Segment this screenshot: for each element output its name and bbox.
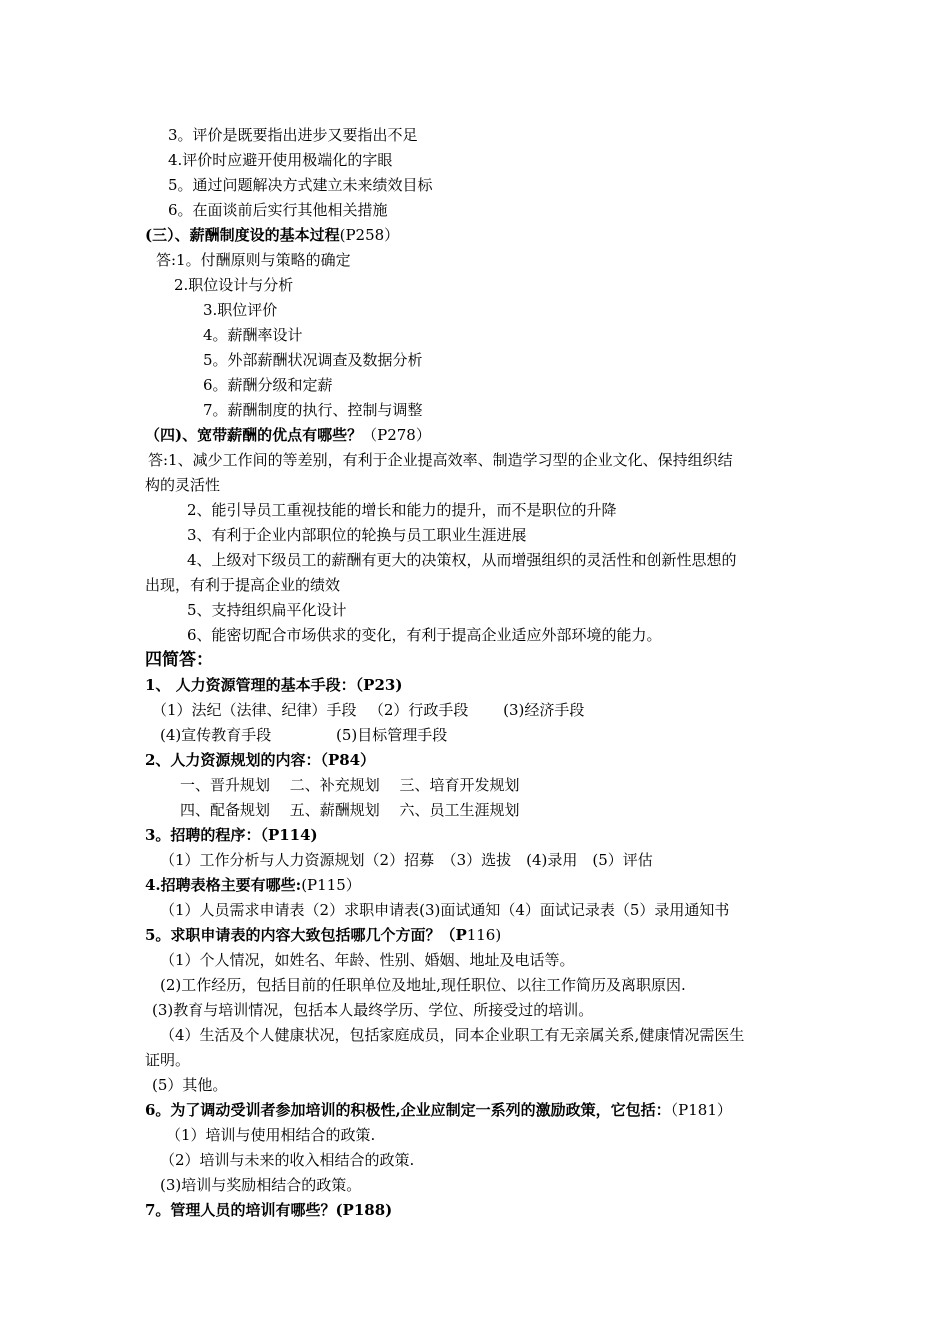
broadband-item-1-cont: 构的灵活性 — [145, 476, 221, 494]
q5-answer-1: （1）个人情况，如姓名、年龄、性别、婚姻、地址及电话等。 — [160, 951, 575, 969]
q6-answer-1: （1）培训与使用相结合的政策. — [166, 1126, 376, 1144]
q5-answer-4-cont: 证明。 — [145, 1051, 191, 1069]
salary-step-2: 2.职位设计与分析 — [174, 276, 294, 294]
q5-answer-2: (2)工作经历，包括目前的任职单位及地址,现任职位、以往工作简历及离职原因. — [160, 976, 686, 994]
salary-step-3: 3.职位评价 — [203, 301, 278, 319]
eval-item-6: 6。在面谈前后实行其他相关措施 — [168, 201, 388, 219]
broadband-item-3: 3、有利于企业内部职位的轮换与员工职业生涯进展 — [187, 526, 527, 544]
salary-step-5: 5。外部薪酬状况调查及数据分析 — [203, 351, 423, 369]
section-4-heading: （四)、宽带薪酬的优点有哪些？（P278） — [145, 426, 431, 444]
salary-step-1: 答:1。付酬原则与策略的确定 — [156, 251, 351, 269]
salary-step-4: 4。薪酬率设计 — [203, 326, 303, 344]
q6-answer-2: （2）培训与未来的收入相结合的政策. — [160, 1151, 415, 1169]
broadband-item-4: 4、上级对下级员工的薪酬有更大的决策权，从而增强组织的灵活性和创新性思想的 — [187, 551, 737, 569]
q1-heading: 1、 人力资源管理的基本手段：（P23) — [145, 676, 403, 694]
q3-heading: 3。招聘的程序：（P114) — [145, 826, 318, 844]
q6-heading: 6。为了调动受训者参加培训的积极性,企业应制定一系列的激励政策，它包括：（P181） — [145, 1101, 732, 1119]
q1-answer-line-2: (4)宣传教育手段 (5)目标管理手段 — [160, 726, 448, 744]
section-3-heading: (三）、薪酬制度设的基本过程(P258） — [145, 226, 400, 244]
q5-answer-4: （4）生活及个人健康状况，包括家庭成员，同本企业职工有无亲属关系,健康情况需医生 — [160, 1026, 745, 1044]
q2-answer-line-1: 一、晋升规划 二、补充规划 三、培育开发规划 — [180, 776, 520, 794]
eval-item-3: 3。评价是既要指出进步又要指出不足 — [168, 126, 418, 144]
q4-heading: 4.招聘表格主要有哪些:(P115） — [145, 876, 361, 894]
q4-answer: （1）人员需求申请表（2）求职申请表(3)面试通知（4）面试记录表（5）录用通知书 — [160, 901, 730, 919]
eval-item-4: 4.评价时应避开使用极端化的字眼 — [168, 151, 393, 169]
q5-heading: 5。求职申请表的内容大致包括哪几个方面？（P116) — [145, 926, 502, 944]
salary-step-6: 6。薪酬分级和定薪 — [203, 376, 333, 394]
q5-answer-3: (3)教育与培训情况，包括本人最终学历、学位、所接受过的培训。 — [152, 1001, 594, 1019]
q2-answer-line-2: 四、配备规划 五、薪酬规划 六、员工生涯规划 — [180, 801, 520, 819]
broadband-item-5: 5、支持组织扁平化设计 — [187, 601, 347, 619]
q7-heading: 7。管理人员的培训有哪些？(P188) — [145, 1201, 393, 1219]
q5-answer-5: (5）其他。 — [152, 1076, 228, 1094]
q6-answer-3: (3)培训与奖励相结合的政策。 — [160, 1176, 362, 1194]
salary-step-7: 7。薪酬制度的执行、控制与调整 — [203, 401, 423, 419]
broadband-item-4-cont: 出现，有利于提高企业的绩效 — [145, 576, 341, 594]
broadband-item-2: 2、能引导员工重视技能的增长和能力的提升，而不是职位的升降 — [187, 501, 617, 519]
q1-answer-line-1: （1）法纪（法律、纪律）手段 （2）行政手段 (3)经济手段 — [152, 701, 585, 719]
eval-item-5: 5。通过问题解决方式建立未来绩效目标 — [168, 176, 433, 194]
broadband-item-1: 答:1、减少工作间的等差别，有利于企业提高效率、制造学习型的企业文化、保持组织结 — [148, 451, 733, 469]
q2-heading: 2、人力资源规划的内容：（P84） — [145, 751, 376, 769]
part-4-heading: 四简答： — [145, 650, 213, 670]
q3-answer: （1）工作分析与人力资源规划（2）招募 （3）选拔 (4)录用 (5）评估 — [160, 851, 653, 869]
broadband-item-6: 6、能密切配合市场供求的变化，有利于提高企业适应外部环境的能力。 — [187, 626, 662, 644]
